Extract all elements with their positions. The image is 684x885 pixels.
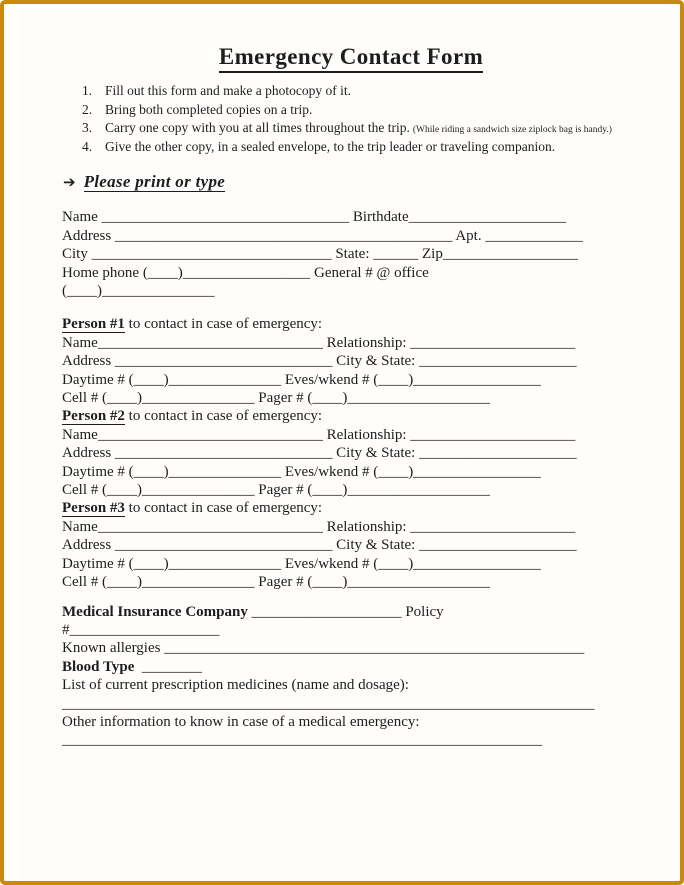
person-3-heading: [62, 499, 640, 517]
title-wrap: [62, 44, 640, 73]
person-3-name-text: Name______________________________ Relationship: ______________________: [62, 518, 576, 535]
home-phone-line: [62, 264, 640, 282]
other-info-blank: ________________________________________________________________: [62, 732, 542, 749]
form-title: Emergency Contact Form: [219, 44, 483, 73]
medicines-text: List of current prescription medicines (name and dosage):: [62, 677, 409, 694]
person-3-label: Person #3: [62, 500, 125, 517]
person-2-section: [62, 407, 640, 499]
person-1-section: [62, 315, 640, 407]
print-note: [63, 172, 640, 192]
address-apt-text: Address _____________________________________________ Apt. _____________: [62, 227, 583, 244]
person-2-heading: [62, 407, 640, 425]
person-2-daytime-text: Daytime # (____)_______________ Eves/wkend # (____)_________________: [62, 463, 541, 480]
instruction-item: [82, 83, 640, 102]
allergies-text: Known allergies ________________________________________________________: [62, 640, 585, 657]
instruction-text: Carry one copy with you at all times throughout the trip.: [105, 120, 410, 136]
instruction-text: Bring both completed copies on a trip.: [105, 101, 313, 117]
person-3-section: [62, 499, 640, 591]
person-3-address-line: [62, 536, 640, 554]
person-3-heading-text: to contact in case of emergency:: [124, 500, 323, 517]
instruction-text: Give the other copy, in a sealed envelope, to the trip leader or traveling companion.: [105, 138, 556, 154]
other-info-text: Other information to know in case of a medical emergency:: [62, 713, 420, 730]
blood-type-line: [62, 658, 640, 676]
instruction-text: Fill out this form and make a photocopy of it.: [105, 83, 351, 98]
person-1-heading: [62, 315, 640, 333]
medical-info-section: [62, 603, 640, 750]
print-note-label: Please print or type: [83, 172, 226, 192]
person-1-address-line: [62, 352, 640, 370]
office-phone-text: (____)_______________: [62, 283, 215, 299]
instruction-number: 4.: [82, 138, 93, 154]
instructions-list: [82, 83, 640, 157]
insurance-label: Medical Insurance Company: [62, 603, 248, 620]
instruction-note: (While riding a sandwich size ziplock bag is handy.): [412, 125, 612, 136]
instruction-number: 3.: [82, 120, 93, 136]
office-phone-line: [62, 282, 640, 300]
name-birthdate-line: [62, 208, 640, 226]
person-1-label: Person #1: [62, 316, 125, 333]
person-3-daytime-line: [62, 555, 640, 573]
person-3-address-text: Address _____________________________ City & State: _____________________: [62, 537, 577, 554]
address-apt-line: [62, 227, 640, 245]
instruction-item: [82, 120, 640, 139]
document-content: [4, 4, 680, 750]
person-1-daytime-line: [62, 371, 640, 389]
other-info-line: [62, 713, 640, 731]
person-2-name-line: [62, 426, 640, 444]
arrow-right-icon: ➔: [63, 173, 76, 192]
person-2-daytime-line: [62, 463, 640, 481]
person-2-cell-line: [62, 481, 640, 499]
person-2-cell-text: Cell # (____)_______________ Pager # (____)___________________: [62, 482, 490, 499]
person-2-name-text: Name______________________________ Relationship: ______________________: [62, 426, 576, 443]
other-info-blank-line: [62, 731, 640, 749]
city-state-zip-line: [62, 245, 640, 263]
medicines-line: [62, 676, 640, 694]
insurance-blank: ____________________ Policy: [247, 603, 444, 620]
person-2-address-text: Address _____________________________ City & State: _____________________: [62, 445, 577, 462]
medicines-blank-line: [62, 695, 640, 713]
blood-type-blank: ________: [134, 658, 202, 675]
person-1-name-text: Name______________________________ Relationship: ______________________: [62, 334, 576, 351]
person-1-heading-text: to contact in case of emergency:: [124, 316, 323, 333]
personal-info-section: [62, 208, 640, 300]
person-1-daytime-text: Daytime # (____)_______________ Eves/wkend # (____)_________________: [62, 371, 541, 388]
person-2-address-line: [62, 444, 640, 462]
blood-type-label: Blood Type: [62, 658, 135, 675]
person-2-heading-text: to contact in case of emergency:: [124, 408, 323, 425]
policy-number-blank: #____________________: [62, 621, 220, 638]
policy-number-line: [62, 621, 640, 639]
person-1-name-line: [62, 334, 640, 352]
instruction-item: [82, 139, 640, 158]
form-body: [62, 208, 640, 749]
instruction-item: [82, 102, 640, 121]
person-3-name-line: [62, 518, 640, 536]
person-3-cell-text: Cell # (____)_______________ Pager # (____)___________________: [62, 574, 490, 591]
home-phone-text: Home phone (____)_________________ General # @ office: [62, 264, 429, 281]
name-birthdate-text: Name _________________________________ Birthdate_____________________: [62, 209, 567, 226]
insurance-line: [62, 603, 640, 621]
person-1-cell-text: Cell # (____)_______________ Pager # (____)___________________: [62, 390, 490, 407]
person-3-daytime-text: Daytime # (____)_______________ Eves/wkend # (____)_________________: [62, 555, 541, 572]
instruction-number: 1.: [82, 83, 93, 98]
city-state-zip-text: City ________________________________ State: ______ Zip__________________: [62, 246, 578, 263]
instruction-number: 2.: [82, 101, 93, 117]
medicines-blank: _______________________________________________________________________: [62, 695, 595, 712]
person-1-cell-line: [62, 389, 640, 407]
person-3-cell-line: [62, 573, 640, 591]
person-1-address-text: Address _____________________________ City & State: _____________________: [62, 353, 577, 370]
person-2-label: Person #2: [62, 408, 125, 425]
allergies-line: [62, 639, 640, 657]
